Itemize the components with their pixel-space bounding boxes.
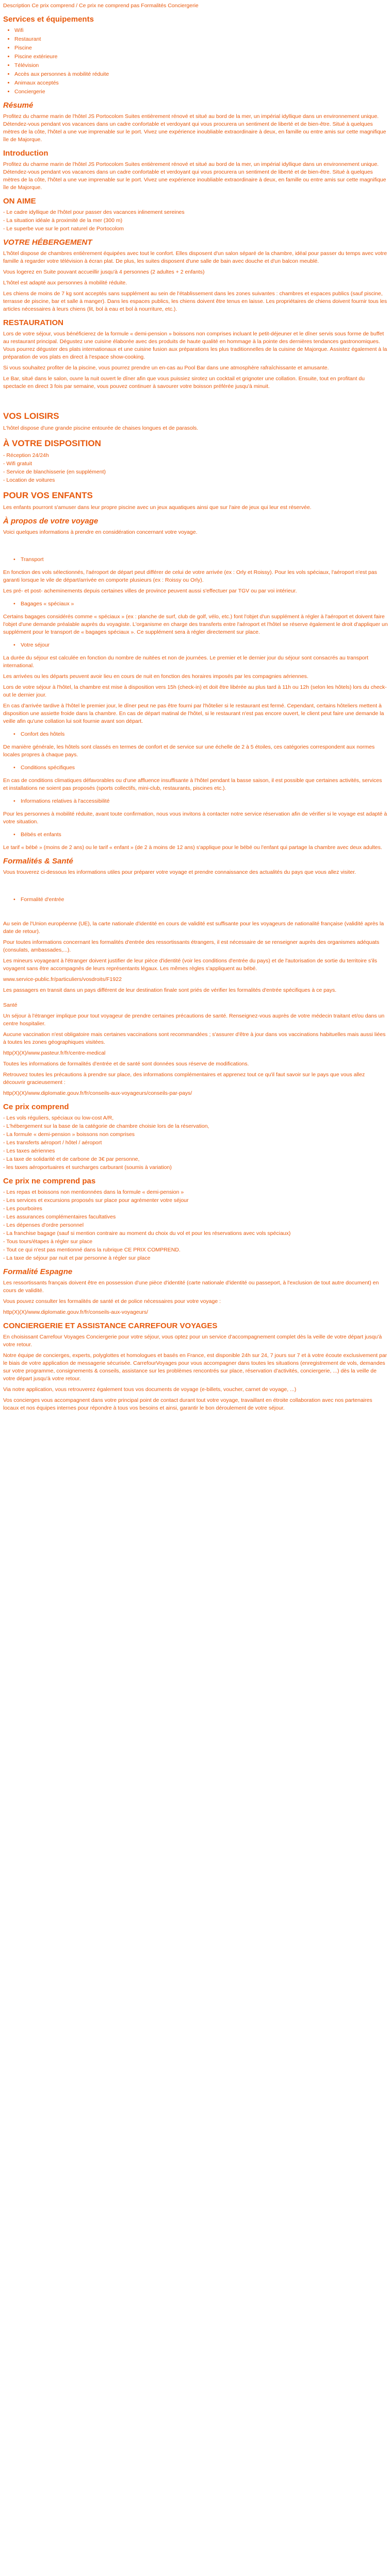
sejour-p4: En cas d'arrivée tardive à l'hôtel le premier jour, le dîner peut ne pas être fourni par l'hôtelier si le restaurant est fermé. Cependant, certains hôteliers mettent à disposition une assiette froide dans la chambre. En cas de départ matinal de l'hôtel, si le restaurant n'est pas encore ouvert, le client peut faire une demande la veille afin qu'une collation lui soit fournie avant son départ.	[3, 703, 384, 724]
onaime-item: - La situation idéale à proximité de la mer (300 m)	[3, 217, 123, 224]
cprix-item: - Les transferts aéroport / hôtel / aéroport	[3, 1140, 102, 1146]
s-p5: Retrouvez toutes les précautions à prendre sur place, des informations complémentaires et apprenez tout ce qu'il faut savoir sur le pays que vous allez découvrir gracieusement :	[3, 1072, 365, 1086]
bagages-p1: Certains bagages considérés comme « spéciaux » (ex : planche de surf, club de golf, vélo, etc.) font l'objet d'un supplément à régler à l'aéroport et doivent faire l'objet d'une demande préalable auprès du voyagiste. L'organisme en charge des transferts entre l'aéroport et l'hôtel se réserve également le droit d'appliquer un supplément pour le transport de « bagages spéciaux ». Ce supplément sera à régler directement sur place.	[3, 614, 388, 635]
bullet-icon: •	[13, 556, 15, 563]
rest-p3: Le Bar, situé dans le salon, ouvre la nuit ouvert le dîner afin que vous puissiez sirotez un cocktail et grignoter une collation. Ensuite, tout en profitant du spectacle en direct 3 fois par semaine, vous pouvez continuer à savourer votre boisson préférée jusqu'à minuit.	[3, 376, 365, 389]
hebergement-title: VOTRE HÉBERGEMENT	[3, 238, 92, 247]
service-item: • Conciergerie	[14, 88, 388, 96]
intro-text: Profitez du charme marin de l'hôtel JS Portocolom Suites entièrement rénové et situé au bord de la mer, un impérial idyllique dans un environnement unique. Détendez-vous pendant vos vacances dans un cadre confortable et verdoyant qui vous procurera un sentiment de liberté et de bien-être. Situé à quelques mètres de la côte, l'hôtel a une vue imprenable sur le port. Vivez une expérience inoubliable extraordinaire à deux, en famille ou entre amis sur cette magnifique île de Majorque.	[3, 161, 386, 191]
bullet-icon: •	[13, 896, 15, 903]
cprix-item: - Les taxes aériennes	[3, 1148, 55, 1154]
transport-p1: En fonction des vols sélectionnés, l'aéroport de départ peut différer de celui de votre arrivée (ex : Orly et Roissy). Pour les vols spéciaux, l'aéroport n'est pas garanti lorsque le vile de départ/arrivée en comporte plusieurs (ex : Roissy ou Orly).	[3, 569, 377, 583]
bullet-icon: •	[13, 765, 15, 771]
heb-p2: Vous logerez en Suite pouvant accueillir jusqu'à 4 personnes (2 adultes + 2 enfants)	[3, 269, 205, 275]
f-p3: Les mineurs voyageant à l'étranger doivent justifier de leur pièce d'identité (voir les conditions d'entrée du pays) et de l'autorisation de sortie du territoire s'ils voyagent sans être accompagnés de leurs représentants légaux. Les mêmes règles s'appliquent au bébé.	[3, 958, 377, 972]
service-item: • Restaurant	[14, 36, 388, 43]
ncprix-item: - Tout ce qui n'est pas mentionné dans la rubrique CE PRIX COMPREND.	[3, 1247, 181, 1253]
onaime-title: ON AIME	[3, 197, 36, 206]
f-p1: Au sein de l'Union européenne (UE), la carte nationale d'identité en cours de validité est suffisante pour les voyageurs de nationalité française (validité après la date de retour).	[3, 921, 384, 935]
sante-label: Santé	[3, 1002, 18, 1008]
cprix-item: - La taxe de solidarité et de carbone de 3€ par personne,	[3, 1156, 140, 1162]
tab-nav-text[interactable]: Description Ce prix comprend / Ce prix ne comprend pas Formalités Conciergerie	[3, 3, 199, 9]
bullet-icon: •	[13, 832, 15, 838]
bagages-label: • Bagages « spéciaux »	[13, 601, 74, 607]
s-p4: Toutes les informations de formalités d'entrée et de santé sont données sous réserve de modifications.	[3, 1061, 249, 1067]
resume-text: Profitez du charme marin de l'hôtel JS Portocolom Suites entièrement rénové et situé au bord de la mer, un impérial idyllique dans un environnement unique. Détendez-vous pendant vos vacances dans un cadre confortable et verdoyant qui vous procurera un sentiment de liberté et de bien-être. Situé à quelques mètres de la côte, l'hôtel a une vue imprenable sur le port. Vivez une expérience inoubliable extraordinaire à deux, en famille ou entre amis sur cette magnifique île de Majorque.	[3, 113, 386, 143]
onaime-item: - Le superbe vue sur le port naturel de Portocolom	[3, 226, 124, 232]
bullet-icon: •	[13, 731, 15, 737]
sejour-label: • Votre séjour	[13, 642, 50, 648]
sejour-p2: Les arrivées ou les départs peuvent avoir lieu en cours de nuit en fonction des horaires imposés par les compagnies aériennes.	[3, 673, 308, 680]
dispo-item: - Wifi gratuit	[3, 461, 32, 467]
sante-title: Formalités & Santé	[3, 857, 73, 866]
f-link[interactable]: www.service-public.fr/particuliers/vosdroits/F1922	[3, 976, 122, 982]
climat-label: • Conditions spécifiques	[13, 765, 75, 771]
s-p2: Aucune vaccination n'est obligatoire mais certaines vaccinations sont recommandées ; s'assurer d'être à jour dans vos vaccinations habituelles mais aussi liées à toutes les zones géographiques visitées.	[3, 1031, 386, 1045]
ncprix-item: - Les dépenses d'ordre personnel	[3, 1222, 84, 1228]
fesp-p1: Les ressortissants français doivent être en possession d'une pièce d'identité (carte nationale d'identité ou passeport, à l'exclusion de tout autre document) en cours de validité.	[3, 1280, 379, 1294]
enfants-text: Les enfants pourront s'amuser dans leur propre piscine avec un jeux aquatiques ainsi que sur l'aire de jeux qui leur est réservée.	[3, 504, 312, 511]
ncprix-item: - La franchise bagage (sauf si mention contraire au moment du choix du vol et pour les réservations avec vols spéciaux)	[3, 1230, 291, 1236]
propos-text: Voici quelques informations à prendre en considération concernant votre voyage.	[3, 529, 198, 535]
mobilite-p1: Pour les personnes à mobilité réduite, avant toute confirmation, nous vous invitons à contacter notre service réservation afin de vérifier si le voyage est adapté à votre situation.	[3, 811, 387, 825]
heb-p4: Les chiens de moins de 7 kg sont acceptés sans supplément au sein de l'établissement dans les zones suivantes : chambres et espaces publics (sauf piscine, terrasse de piscine, bar et salle à manger). Dans les espaces publics, les chiens doivent être tenus en laisse. Les propriétaires de chiens doivent fournir tous les articles nécessaires à leurs chiens (lit, bol à eau et bol à nourriture, etc.).	[3, 291, 387, 312]
formalite-label: • Formalité d'entrée	[13, 896, 64, 903]
cprix-item: - les taxes aéroportuaires et surcharges carburant (soumis à variation)	[3, 1164, 172, 1171]
service-item: • Télévision	[14, 62, 388, 70]
sejour-p3: Lors de votre séjour à l'hôtel, la chambre est mise à disposition vers 15h (check-in) et doit être libérée au plus tard à 11h ou 12h (selon les hôtels) lors du check-out le dernier jour.	[3, 684, 387, 698]
loisirs-text: L'hôtel dispose d'une grande piscine entourée de chaises longues et de parasols.	[3, 425, 199, 431]
loisirs-title: VOS LOISIRS	[3, 411, 59, 421]
restauration-title: RESTAURATION	[3, 318, 63, 327]
rest-p1: Lors de votre séjour, vous bénéficierez de la formule « demi-pension » boissons non comprises incluant le petit-déjeuner et le dîner servis sous forme de buffet au restaurant principal. Dégustez une cuisine élaborée avec des produits de haute qualité en hommage à la pointe des dernières tendances gastronomiques. Vous pourrez déguster des plats internationaux et une cuisine fusion aux préparations les plus traditionnelles de la cuisine de Majorque. Assistez également à la préparation de vos plats en direct à l'espace show-cooking.	[3, 331, 387, 360]
conc-p4: Vos concierges vous accompagnent dans votre principal point de contact durant tout votre voyage, travaillant en étroite collaboration avec nos partenaires locaux et nos équipes internes pour répondre à tous vos besoins et ainsi, garantir le bon déroulement de votre séjour.	[3, 1397, 372, 1411]
cprix-title: Ce prix comprend	[3, 1103, 69, 1111]
dispo-item: - Location de voitures	[3, 477, 55, 483]
enfants-title: POUR VOS ENFANTS	[3, 490, 93, 500]
f-p5: Les passagers en transit dans un pays différent de leur destination finale sont priés de vérifier les formalités d'entrée spécifiques à ce pays.	[3, 987, 337, 993]
s-link-pasteur[interactable]: http(X)(X)/www.pasteur.fr/fr/centre-medical	[3, 1050, 106, 1056]
cprix-item: - La formule « demi-pension » boissons non comprises	[3, 1131, 135, 1138]
rest-p2: Si vous souhaitez profiter de la piscine, vous pourrez prendre un en-cas au Pool Bar dans une atmosphère rafraîchissante et amusante.	[3, 365, 329, 371]
intro-title: Introduction	[3, 149, 48, 158]
dispo-item: - Service de blanchisserie (en supplément)	[3, 469, 106, 475]
bullet-icon: •	[13, 642, 15, 648]
mobilite-label: • Informations relatives à l'accessibilité	[13, 798, 110, 804]
ncprix-item: - Les pourboires	[3, 1206, 42, 1212]
confort-label: • Confort des hôtels	[13, 731, 65, 737]
bullet-icon: •	[13, 798, 15, 804]
ncprix-item: - La taxe de séjour par nuit et par personne à régler sur place	[3, 1255, 151, 1261]
fesp-link[interactable]: http(X)(X)/www.diplomatie.gouv.fr/fr/conseils-aux-voyageurs/	[3, 1309, 149, 1315]
conciergerie-title: CONCIERGERIE ET ASSISTANCE CARREFOUR VOYAGES	[3, 1321, 218, 1330]
sejour-p1: La durée du séjour est calculée en fonction du nombre de nuitées et non de journées. Le premier et le dernier jour du séjour sont consacrés au transport international.	[3, 655, 369, 669]
cprix-item: - Les vols réguliers, spéciaux ou low-cost A/R,	[3, 1115, 114, 1121]
service-item: • Piscine extérieure	[14, 53, 388, 61]
bebes-p1: Le tarif « bébé » (moins de 2 ans) ou le tarif « enfant » (de 2 à moins de 12 ans) s'applique pour le bébé ou l'enfant qui partage la chambre avec deux adultes.	[3, 844, 382, 851]
ncprix-item: - Les repas et boissons non mentionnées dans la formule « demi-pension »	[3, 1189, 184, 1195]
bebes-label: • Bébés et enfants	[13, 832, 61, 838]
s-p1: Un séjour à l'étranger implique pour tout voyageur de prendre certaines précautions de santé. Renseignez-vous auprès de votre médecin traitant et/ou dans un centre hospitalier.	[3, 1013, 385, 1027]
sante-text: Vous trouverez ci-dessous les informations utiles pour préparer votre voyage et prendre connaissance des actualités du pays que vous allez visiter.	[3, 869, 356, 875]
dispo-item: - Réception 24/24h	[3, 452, 49, 459]
ncprix-item: - Les assurances complémentaires facultatives	[3, 1214, 116, 1220]
propos-title: À propos de votre voyage	[3, 517, 99, 526]
ncprix-item: - Les services et excursions proposés sur place pour agrémenter votre séjour	[3, 1197, 189, 1204]
conc-p1: En choisissant Carrefour Voyages Conciergerie pour votre séjour, vous optez pour un service d'accompagnement complet dès la veille de votre départ jusqu'à votre retour.	[3, 1334, 382, 1348]
resume-title: Résumé	[3, 101, 34, 110]
heb-p3: L'hôtel est adapté aux personnes à mobilité réduite.	[3, 280, 127, 286]
heb-p1: L'hôtel dispose de chambres entièrement équipées avec tout le confort. Elles disposent d'un salon séparé de la chambre, idéal pour passer du temps avec votre famille à regarder votre télévision à écran plat. De plus, les suites disposent d'une salle de bain avec douche et d'un balcon meublé.	[3, 250, 387, 264]
fesp-title: Formalité Espagne	[3, 1267, 73, 1276]
climat-p1: En cas de conditions climatiques défavorables ou d'une affluence insuffisante à l'hôtel pendant la basse saison, il est possible que certaines activités, services et installations ne soient pas proposés (sports collectifs, mini-club, restaurants, piscines etc.).	[3, 777, 382, 791]
ncprix-title: Ce prix ne comprend pas	[3, 1177, 96, 1185]
dispo-title: À VOTRE DISPOSITION	[3, 438, 101, 448]
services-title: Services et équipements	[3, 15, 94, 24]
cprix-item: - L'hébergement sur la base de la catégorie de chambre choisie lors de la réservation,	[3, 1123, 209, 1129]
service-item: • Piscine	[14, 44, 388, 52]
fesp-p2: Vous pouvez consulter les formalités de santé et de police nécessaires pour votre voyage :	[3, 1298, 221, 1304]
service-item: • Wifi	[14, 27, 388, 35]
services-list	[3, 27, 388, 96]
s-link-diplomatie[interactable]: http(X)(X)/www.diplomatie.gouv.fr/fr/conseils-aux-voyageurs/conseils-par-pays/	[3, 1090, 192, 1096]
f-p2: Pour toutes informations concernant les formalités d'entrée des ressortissants étrangers, il est nécessaire de se renseigner auprès des organismes adéquats (consulats, ambassades,...).	[3, 939, 380, 953]
transport-p2: Les pré- et post- acheminements depuis certaines villes de province peuvent aussi s'effectuer par TGV ou par voi intérieur.	[3, 588, 297, 594]
bullet-icon: •	[13, 601, 15, 607]
confort-p1: De manière générale, les hôtels sont classés en termes de confort et de service sur une échelle de 2 à 5 étoiles, ces catégories correspondent aux normes locales propres à chaque pays.	[3, 744, 375, 758]
ncprix-item: - Tous tours/étapes à régler sur place	[3, 1239, 93, 1245]
onaime-item: - Le cadre idyllique de l'hôtel pour passer des vacances inlinement sereines	[3, 209, 185, 215]
conc-p2: Notre équipe de concierges, experts, polyglottes et homologues et basés en France, est disponible 24h sur 24, 7 jours sur 7 et à votre écoute exclusivement par le biais de votre application de messagerie sécurisée. CarrefourVoyages pour vous accompagner dans toutes les situations (enregistrement de vols, demandes sur votre programme, consignements & conseils, assistance sur les problèmes rencontrés sur place, réservation d'activités, conciergerie, ...) dès la veille de votre départ jusqu'à votre retour.	[3, 1352, 387, 1382]
conc-p3: Via notre application, vous retrouverez également tous vos documents de voyage (e-billets, voucher, carnet de voyage, ...)	[3, 1386, 297, 1393]
transport-label: • Transport	[13, 556, 44, 563]
service-item: • Animaux acceptés	[14, 79, 388, 87]
service-item: • Accès aux personnes à mobilité réduite	[14, 71, 388, 78]
